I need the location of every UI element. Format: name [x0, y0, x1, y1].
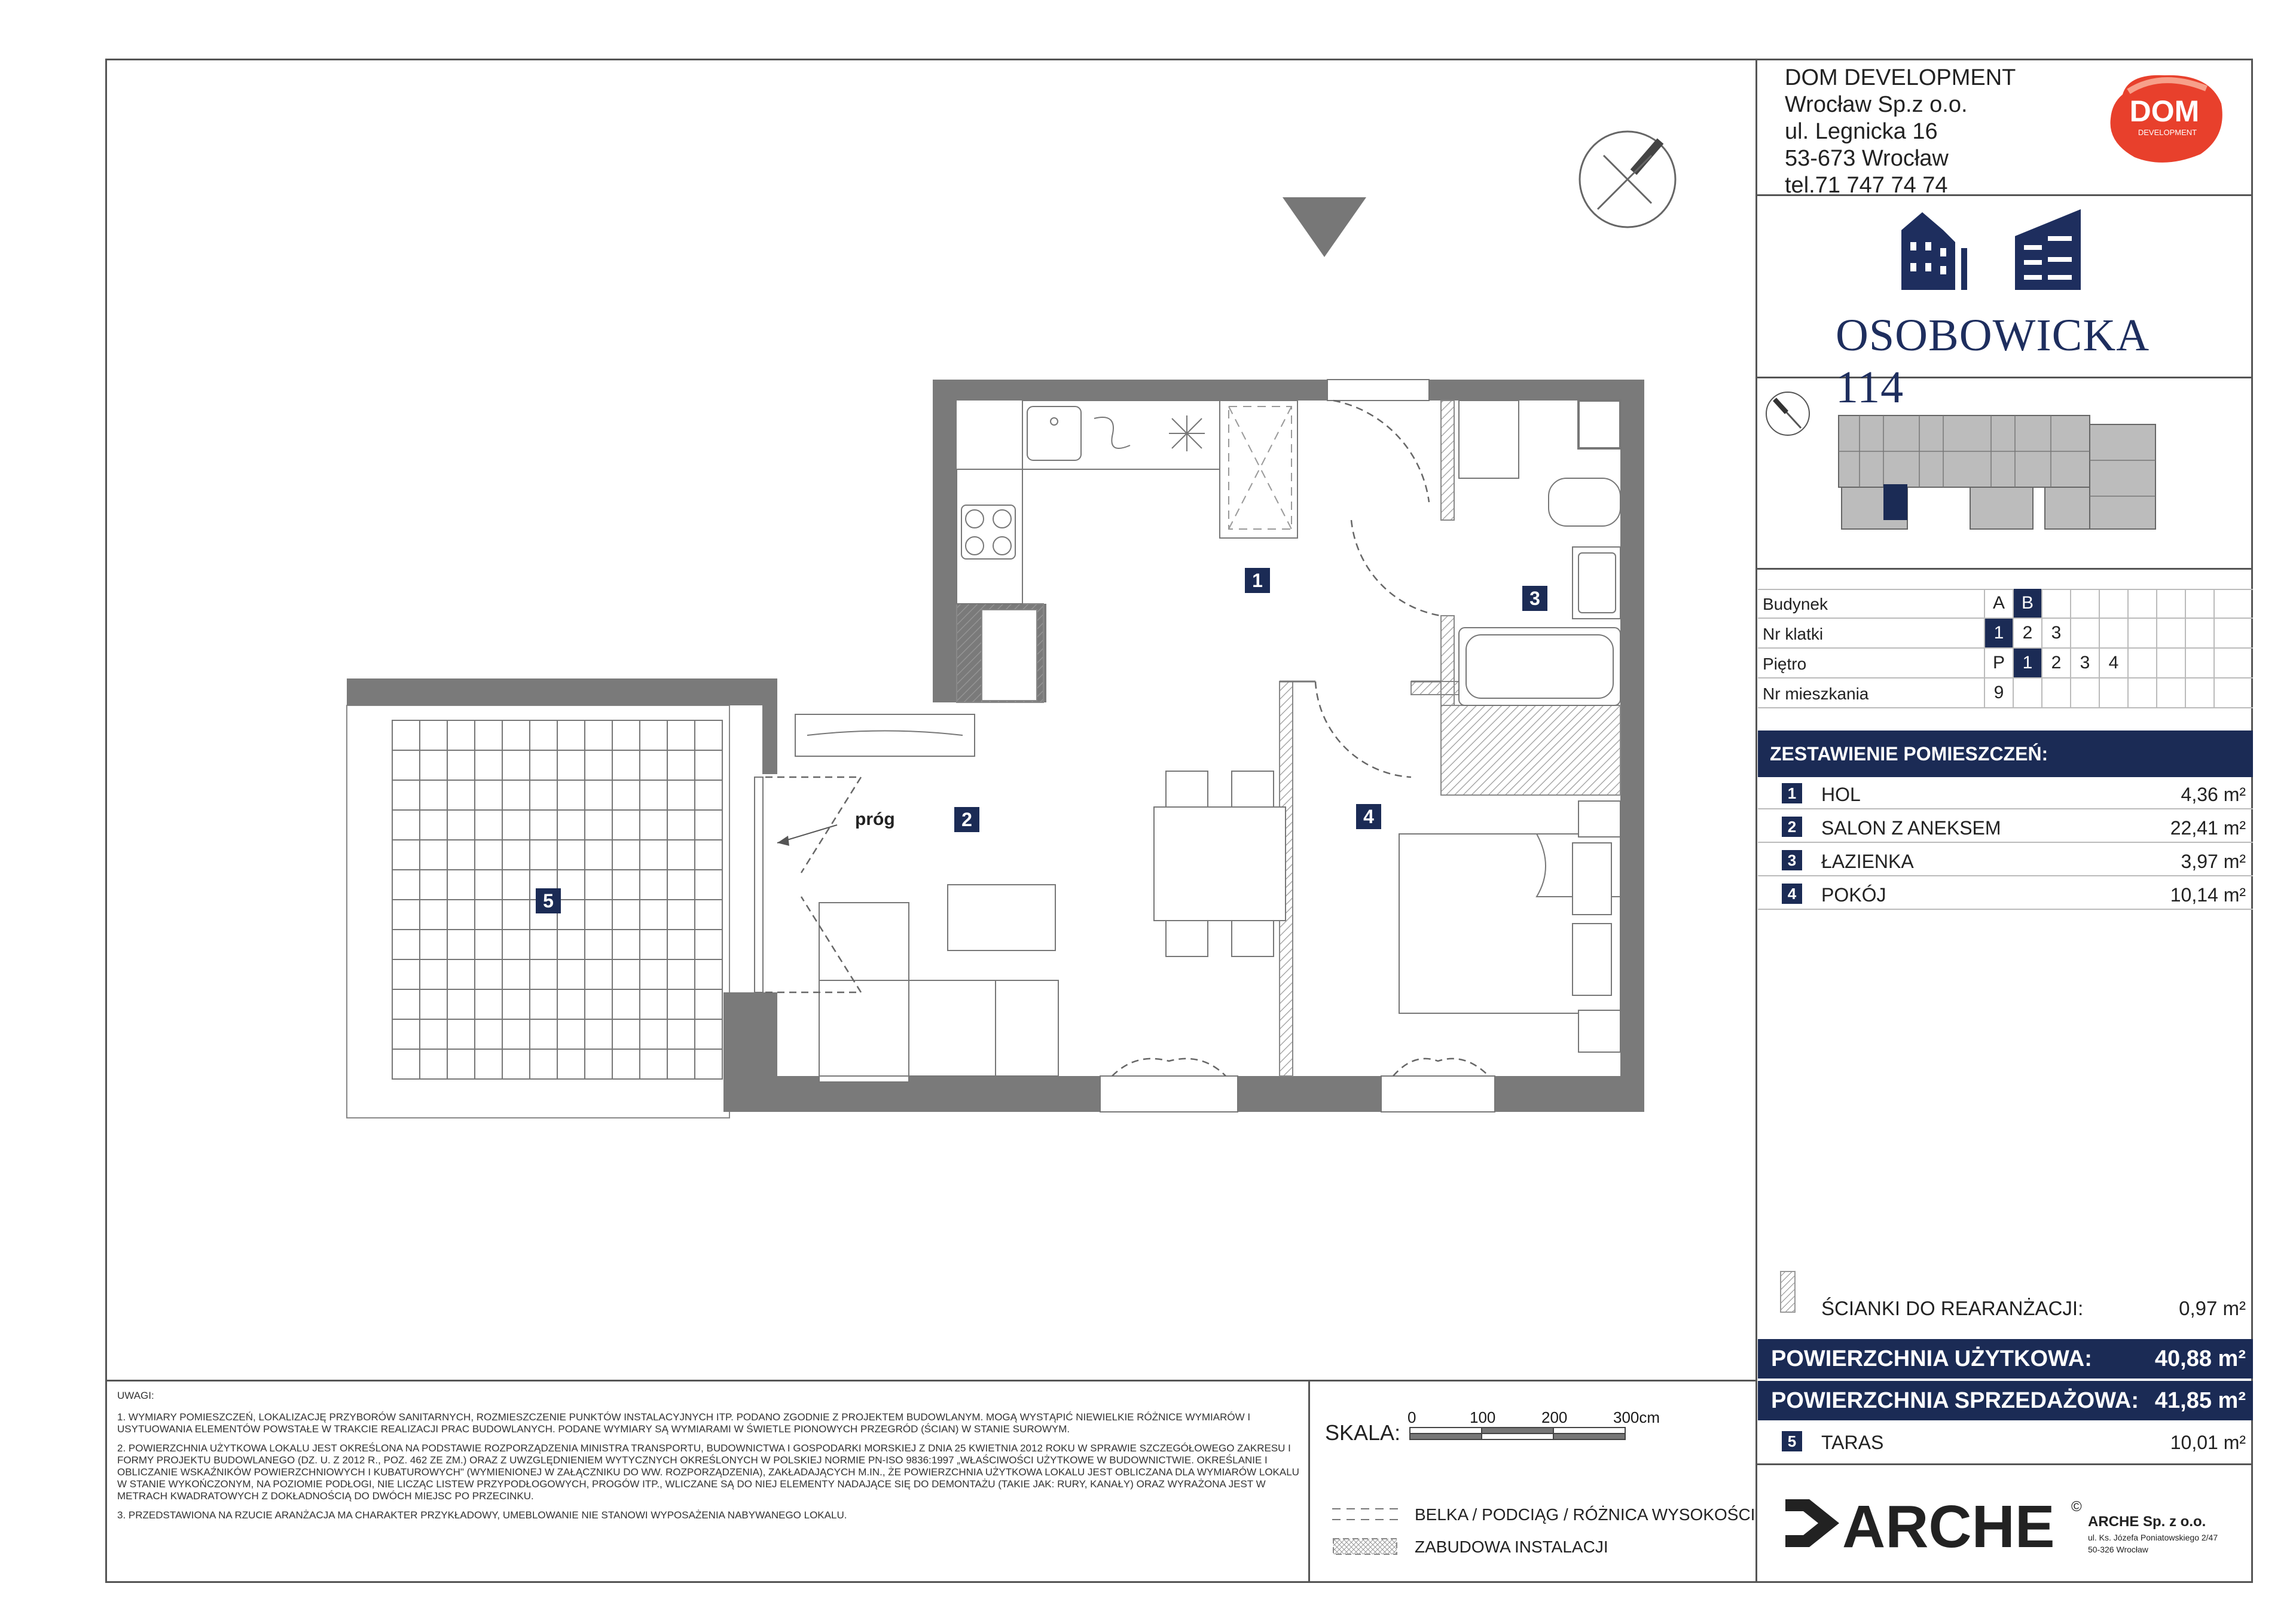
notes-divider	[105, 1380, 1757, 1381]
project-name: OSOBOWICKA 114	[1836, 310, 2147, 412]
skala-label: SKALA:	[1325, 1420, 1401, 1445]
entrance-arrow-icon	[1283, 197, 1366, 257]
skala-tick-0: 0	[1407, 1408, 1416, 1426]
legend-zabudowa: ZABUDOWA INSTALACJI	[1415, 1538, 1608, 1556]
room-row-salon	[1758, 811, 2253, 843]
uzytkowa-label: POWIERZCHNIA UŻYTKOWA:	[1771, 1346, 2092, 1371]
pietro-4: 4	[2099, 649, 2127, 677]
svg-text:DEVELOPMENT: DEVELOPMENT	[2138, 128, 2197, 137]
note-1: 1. WYMIARY POMIESZCZEŃ, LOKALIZACJĘ PRZYBORÓW SANITARNYCH, ROZMIESZCZENIE PUNKTÓW INSTALACYJNYCH ITP. PODANO ZGODNIE Z PROJEKTEM BUDOWLANYM. MOGĄ WYSTĄPIĆ NIEWIELKIE RÓŻNICE WYMIARÓW I USYTUOWANIA ELEMENTÓW POWSTAŁE W TRAKCIE REALIZACJI PRAC BUDOWLANYCH. PODANE WYMIARY SĄ WYMIARAMI W ŚWIETLE PIONOWYCH PRZEGRÓD (ŚCIAN) W STANIE SUROWYM.	[117, 1411, 1251, 1435]
row-mieszkanie	[1758, 678, 2253, 707]
powierzchnia-uzytkowa-row	[1758, 1339, 2253, 1379]
mieszkanie-label: Nr mieszkania	[1763, 684, 1869, 703]
rooms-summary-title: ZESTAWIENIE POMIESZCZEŃ:	[1758, 730, 2253, 777]
plan-room-badge-2: 2	[954, 807, 979, 832]
kitchen	[957, 401, 1220, 604]
plan-room-badge-4: 4	[1356, 804, 1381, 829]
sidebar-divider	[1755, 59, 1757, 1583]
room-row-pokoj	[1758, 878, 2253, 910]
dom-development-logo	[2105, 71, 2227, 165]
svg-text:DOM: DOM	[2129, 94, 2200, 128]
budynek-a: A	[1984, 589, 2013, 618]
pietro-3: 3	[2070, 649, 2099, 677]
plan-room-badge-3: 3	[1522, 586, 1547, 611]
room-number: 4	[1782, 884, 1802, 904]
row-pietro	[1758, 649, 2253, 677]
row-budynek	[1758, 589, 2253, 618]
scianki-value: 0,97 m²	[2179, 1297, 2246, 1319]
klatka-3: 3	[2041, 619, 2070, 647]
room-name: POKÓJ	[1821, 884, 1886, 906]
room-name: ŁAZIENKA	[1821, 851, 1914, 872]
building-illustration-icon	[1889, 206, 2093, 296]
scianki-label: ŚCIANKI DO REARANŻACJI:	[1821, 1297, 2084, 1319]
room-area: 10,14 m²	[2170, 884, 2246, 906]
room-number: 1	[1782, 783, 1802, 803]
pietro-label: Piętro	[1763, 655, 1807, 673]
legend-belka: BELKA / PODCIĄG / RÓŻNICA WYSOKOŚCI	[1415, 1505, 1755, 1524]
compass-icon	[1574, 126, 1681, 233]
company-phone: tel.71 747 74 74	[1785, 173, 1948, 198]
sprzedazowa-value: 41,85 m²	[2154, 1388, 2246, 1413]
pietro-p: P	[1984, 649, 2013, 677]
company-street: ul. Legnicka 16	[1785, 119, 1938, 144]
arche-divider	[1755, 1463, 2253, 1465]
company-city: 53-673 Wrocław	[1785, 146, 1949, 171]
room-area: 3,97 m²	[2181, 851, 2246, 872]
uzytkowa-value: 40,88 m²	[2154, 1346, 2246, 1371]
row-klatka	[1758, 619, 2253, 647]
notes-heading: UWAGI:	[117, 1390, 154, 1401]
taras-value: 10,01 m²	[2170, 1432, 2246, 1453]
arche-name: ARCHE Sp. z o.o.	[2088, 1514, 2206, 1530]
klatka-2: 2	[2013, 619, 2041, 647]
notes-block	[117, 1390, 1307, 1529]
company-legal: Wrocław Sp.z o.o.	[1785, 92, 1968, 117]
prog-label: próg	[855, 809, 895, 829]
room-area: 22,41 m²	[2170, 817, 2246, 839]
hall-wardrobe	[1220, 401, 1297, 538]
company-address	[1785, 65, 2016, 199]
room-number: 3	[1782, 850, 1802, 870]
taras-label: TARAS	[1821, 1432, 1884, 1453]
taras-number: 5	[1782, 1431, 1802, 1451]
arche-addr1: ul. Ks. Józefa Poniatowskiego 2/47	[2088, 1533, 2218, 1542]
hatched-wall-legend-icon	[1779, 1270, 1797, 1313]
mieszkanie-9: 9	[1984, 678, 2013, 707]
key-plan	[1764, 389, 2242, 562]
room-number: 2	[1782, 817, 1802, 837]
scale-bar	[1409, 1426, 1636, 1441]
room-area: 4,36 m²	[2181, 784, 2246, 805]
budynek-label: Budynek	[1763, 595, 1828, 613]
zabudowa-legend-icon	[1332, 1538, 1398, 1555]
arche-logo	[1785, 1493, 2084, 1559]
company-name: DOM DEVELOPMENT	[1785, 65, 2016, 90]
klatka-1: 1	[1984, 619, 2013, 647]
pietro-1: 1	[2013, 649, 2041, 677]
powierzchnia-sprzedazowa-row	[1758, 1381, 2253, 1420]
skala-tick-300: 300cm	[1613, 1408, 1660, 1426]
plan-room-badge-5: 5	[536, 888, 561, 913]
floor-plan	[341, 371, 1656, 1136]
note-3: 3. PRZEDSTAWIONA NA RZUCIE ARANŻACJA MA CHARAKTER PRZYKŁADOWY, UMEBLOWANIE NIE STANOWI WYPOSAŻENIA NABYWANEGO LOKALU.	[117, 1509, 847, 1521]
room-name: HOL	[1821, 784, 1861, 805]
note-2: 2. POWIERZCHNIA UŻYTKOWA LOKALU JEST OKREŚLONA NA PODSTAWIE ROZPORZĄDZENIA MINISTRA TRANSPORTU, BUDOWNICTWA I GOSPODARKI MORSKIEJ Z DNIA 25 KWIETNIA 2012 ROKU W SPRAWIE SZCZEGÓŁOWEGO ZAKRESU I FORMY PROJEKTU BUDOWLANEGO (DZ. U. Z 2012 R., POZ. 462 ZE ZM.) ORAZ Z UWZGLĘDNIENIEM WYTYCZNYCH OKREŚLONYCH W POLSKIEJ NORMIE PN-ISO 9836:1997 „WŁAŚCIWOŚCI UŻYTKOWE W BUDOWNICTWIE. OKREŚLANIE I OBLICZANIE WSKAŹNIKÓW POWIERZCHNIOWYCH I KUBATUROWYCH" (WYMIENIONEJ W ZAŁĄCZNIKU DO WW. ROZPORZĄDZENIA), ZAKŁADAJĄCYCH M.IN., ŻE POWIERZCHNIA UŻYTKOWA LOKALU JEST OBLICZANA DLA WYMIARÓW LOKALU W STANIE WYKOŃCZONYM, NA POZIOMIE PODŁOGI, NIE LICZĄC LISTEW PRZYPODŁOGOWYCH, PROGÓW ITP., WLICZANE SĄ DO NIEJ ELEMENTY NADAJĄCE SIĘ DO DEMONTAŻU (TAKIE JAK: RURY, KANAŁY) ORAZ WYRAŻONA JEST W METRACH KWADRATOWYCH Z DOKŁADNOŚCIĄ DO DWÓCH MIEJSC PO PRZECINKU.	[117, 1442, 1299, 1502]
skala-tick-200: 200	[1541, 1408, 1568, 1426]
bedroom-furniture	[1399, 801, 1620, 1052]
skala-tick-100: 100	[1470, 1408, 1496, 1426]
arche-logo-text: ARCHE	[1842, 1493, 2055, 1559]
keyplan-highlighted-unit	[1883, 484, 1907, 520]
room-name: SALON Z ANEKSEM	[1821, 817, 2001, 839]
room-row-hol	[1758, 777, 2253, 809]
sprzedazowa-label: POWIERZCHNIA SPRZEDAŻOWA:	[1771, 1388, 2139, 1413]
arche-addr2: 50-326 Wrocław	[2088, 1545, 2148, 1554]
room-row-lazienka	[1758, 844, 2253, 876]
location-table	[1758, 589, 2253, 708]
pietro-2: 2	[2041, 649, 2070, 677]
arche-copyright: ©	[2071, 1499, 2082, 1515]
keyplan-compass-icon	[1766, 392, 1809, 435]
keyplan-divider	[1755, 568, 2253, 570]
living-room-furniture	[795, 714, 1286, 1082]
belka-legend-icon	[1332, 1505, 1398, 1523]
taras-row	[1758, 1425, 2253, 1457]
plan-room-badge-1: 1	[1245, 568, 1270, 593]
budynek-b: B	[2013, 589, 2041, 618]
klatka-label: Nr klatki	[1763, 625, 1824, 643]
notes-skala-divider	[1308, 1380, 1310, 1583]
